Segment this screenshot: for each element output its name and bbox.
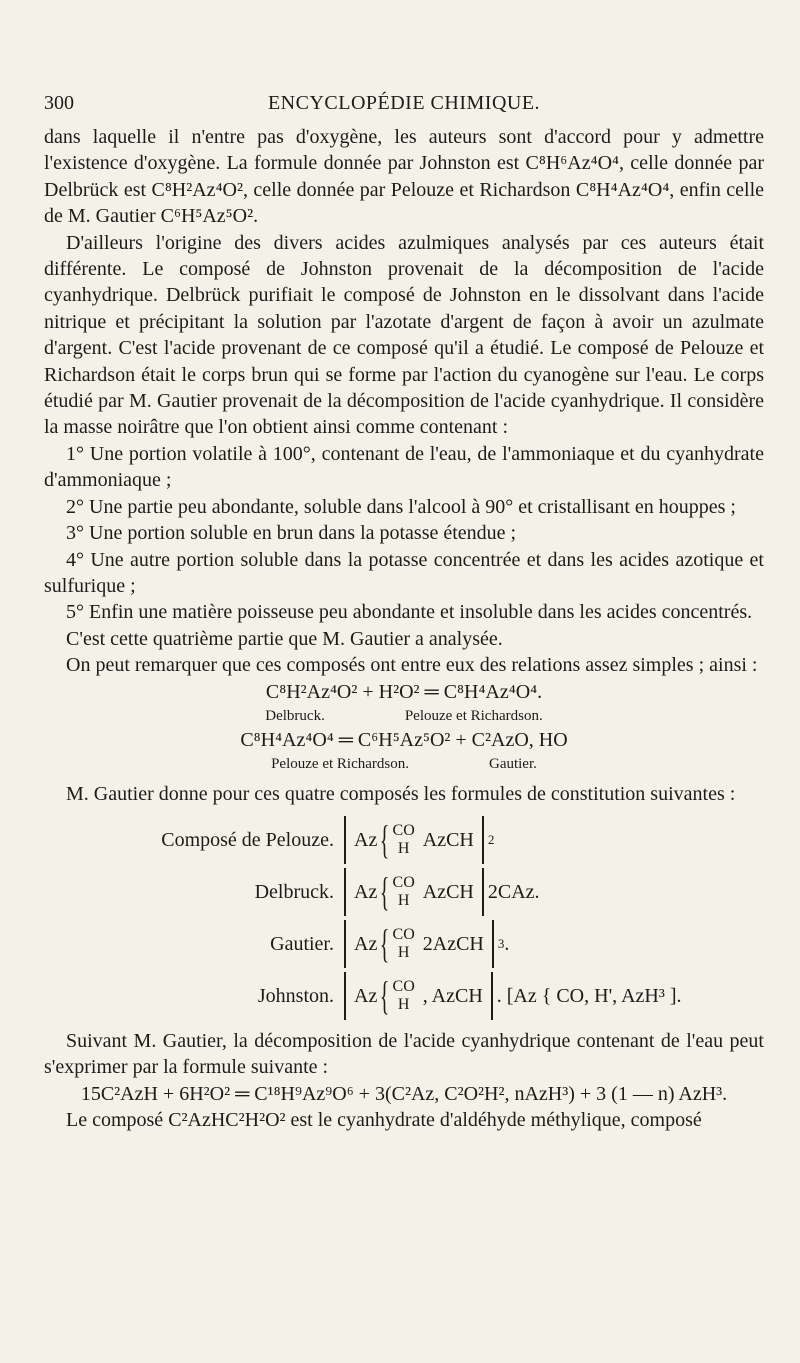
stack-bottom: H <box>397 839 410 857</box>
equation-1-label-left: Delbruck. <box>265 707 325 724</box>
decomposition-equation: 15C²AzH + 6H²O² ═ C¹⁸H⁹Az⁹O⁶ + 3(C²Az, C²O²H², nAzH³) + 3 (1 — n) AzH³. <box>80 1082 728 1105</box>
constitution-row-gautier <box>44 920 764 968</box>
constitution-row-johnston <box>44 972 764 1020</box>
formula-stack <box>393 874 415 910</box>
formula-stack <box>393 926 415 962</box>
formula-after: . [Az { CO, H', AzH³ ]. <box>496 984 682 1007</box>
constitution-row-pelouze <box>44 816 764 864</box>
formula-after: 2CAz. <box>487 880 540 903</box>
paragraph-6: Suivant M. Gautier, la décomposition de l'acide cyanhydrique contenant de l'eau peut s'exprimer par la formule suivante : <box>44 1029 764 1079</box>
equation-2: C⁸H⁴Az⁴O⁴ ═ C⁶H⁵Az⁵O² + C²AzO, HO <box>240 728 568 751</box>
stack-top: CO <box>392 873 415 891</box>
formula-stack <box>393 822 415 858</box>
paragraph-5: M. Gautier donne pour ces quatre composés les formules de constitution suivantes : <box>66 783 736 806</box>
equation-1-label-right: Pelouze et Richardson. <box>404 707 543 724</box>
stack-top: CO <box>392 977 415 995</box>
constitution-name: Johnston. <box>257 984 334 1007</box>
formula-tail: 2AzCH <box>422 932 484 955</box>
formula-bracket: Az { CO H AzCH <box>344 868 484 916</box>
page-number: 300 <box>44 92 74 114</box>
page-body <box>44 124 764 1133</box>
stack-top: CO <box>392 821 415 839</box>
list-item-2: 2° Une partie peu abondante, soluble dans l'alcool à 90° et cristallisant en houppes ; <box>66 495 736 518</box>
paragraph-2: D'ailleurs l'origine des divers acides azulmiques analysés par ces auteurs était différente. Le composé de Johnston provenait de la décomposition de l'acide cyanhydrique. Delbrück purifiait le composé de Johnston en le dissolvant dans l'acide nitrique et précipitant la solution par l'azotate d'argent de façon à avoir un azulmate d'argent. C'est l'acide provenant de ce composé qu'il a étudié. Le composé de Pelouze et Richardson était le corps brun qui se forme par l'action du cyanogène sur l'eau. Le corps étudié par M. Gautier provenait de la décomposition de l'acide cyanhydrique. Il considère la masse noirâtre que l'on obtient ainsi comme contenant : <box>44 231 764 439</box>
formula-exponent: 3 <box>497 935 505 951</box>
brace-glyph: { <box>380 972 390 1018</box>
brace-glyph: { <box>380 920 390 966</box>
formula-exponent: 2 <box>487 831 495 847</box>
page-header <box>44 92 764 118</box>
equation-1: C⁸H²Az⁴O² + H²O² ═ C⁸H⁴Az⁴O⁴. <box>265 680 543 703</box>
formula-after: . <box>504 932 510 955</box>
stack-top: CO <box>392 925 415 943</box>
brace-glyph: { <box>380 868 390 914</box>
formula-tail: AzCH <box>422 880 474 903</box>
brace-glyph: { <box>380 816 390 862</box>
formula-tail: AzCH <box>422 828 474 851</box>
equation-2-labels <box>44 753 764 775</box>
constitution-name: Delbruck. <box>254 880 334 903</box>
constitution-name: Gautier. <box>270 932 334 955</box>
list-item-5: 5° Enfin une matière poisseuse peu abondante et insoluble dans les acides concentrés. <box>66 601 753 624</box>
paragraph-3: C'est cette quatrième partie que M. Gautier a analysée. <box>66 627 503 650</box>
list-item-4: 4° Une autre portion soluble dans la potasse concentrée et dans les acides azotique et sulfurique ; <box>44 548 764 597</box>
list-item-1: 1° Une portion volatile à 100°, contenant de l'eau, de l'ammoniaque et du cyanhydrate d'ammoniaque ; <box>44 442 764 492</box>
formula-bracket: Az { CO H , AzCH <box>344 972 493 1020</box>
constitution-name: Composé de Pelouze. <box>161 828 334 851</box>
stack-bottom: H <box>397 891 410 909</box>
equation-1-labels <box>44 705 764 727</box>
equation-2-label-right: Gautier. <box>488 756 537 773</box>
formula-stack <box>393 978 415 1014</box>
constitution-row-delbruck <box>44 868 764 916</box>
paragraph-7: Le composé C²AzHC²H²O² est le cyanhydrate d'aldéhyde méthylique, composé <box>66 1108 702 1131</box>
list-item-3: 3° Une portion soluble en brun dans la potasse étendue ; <box>66 522 517 545</box>
formula-bracket: Az { CO H 2AzCH <box>344 920 494 968</box>
running-head: ENCYCLOPÉDIE CHIMIQUE. <box>267 92 541 114</box>
stack-bottom: H <box>397 943 410 961</box>
paragraph-4: On peut remarquer que ces composés ont entre eux des relations assez simples ; ainsi : <box>66 654 758 677</box>
constitution-formulas <box>44 816 764 1020</box>
equation-2-label-left: Pelouze et Richardson. <box>271 756 409 773</box>
formula-bracket: Az { CO H AzCH <box>344 816 484 864</box>
formula-tail: , AzCH <box>422 984 483 1007</box>
stack-bottom: H <box>397 995 410 1013</box>
paragraph-1: dans laquelle il n'entre pas d'oxygène, les auteurs sont d'accord pour y admettre l'existence d'oxygène. La formule donnée par Johnston est C⁸H⁶Az⁴O⁴, celle donnée par Delbrück est C⁸H²Az⁴O², celle donnée par Pelouze et Richardson C⁸H⁴Az⁴O⁴, enfin celle de M. Gautier C⁶H⁵Az⁵O². <box>44 126 764 228</box>
